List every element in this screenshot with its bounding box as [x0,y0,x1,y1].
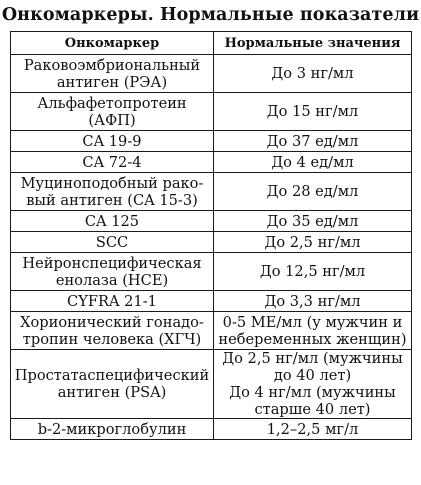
marker-cell [11,93,214,131]
value-cell [214,350,412,419]
marker-name-line: енолаза (НСЕ) [55,271,169,289]
marker-name-line: (АФП) [88,111,136,129]
value-cell [214,55,412,93]
marker-cell [11,173,214,211]
value-cell [214,419,412,440]
table-row [11,291,412,312]
value-cell [214,152,412,173]
marker-name-line: b-2-микроглобулин [37,420,187,438]
marker-name-line: CA 72-4 [82,153,142,171]
normal-value-line: До 12,5 нг/мл [259,263,366,280]
marker-name-line: CA 19-9 [82,132,142,150]
table-row [11,211,412,232]
normal-value-line: До 28 ед/мл [266,183,359,200]
marker-name-line: тропин человека (ХГЧ) [22,330,202,348]
marker-name-line: SCC [95,233,129,251]
normal-value-line: до 40 лет) [273,367,352,384]
marker-cell [11,131,214,152]
table-row [11,253,412,291]
table-row [11,131,412,152]
marker-cell [11,211,214,232]
marker-name-line: Альфафетопротеин [37,94,187,112]
normal-value-line: До 2,5 нг/мл [264,233,361,251]
marker-name-line: антиген (PSA) [57,384,167,401]
normal-value-line: До 35 ед/мл [266,212,359,230]
marker-cell [11,232,214,253]
table-row [11,312,412,350]
marker-name-line: Раковоэмбриональный [23,56,201,74]
table-row [11,419,412,440]
normal-value-line: До 4 ед/мл [271,153,354,171]
table-row [11,152,412,173]
normal-value-line: старше 40 лет) [254,401,371,418]
normal-value-line: 0-5 МЕ/мл (у мужчин и [222,313,403,331]
marker-cell [11,312,214,350]
value-cell [214,291,412,312]
value-cell [214,312,412,350]
marker-name-line: Простатаспецифический [14,367,210,384]
table-header-row [11,32,412,55]
table-row [11,350,412,419]
value-cell [214,93,412,131]
marker-name-line: Муциноподобный рако- [20,174,204,192]
table-row [11,55,412,93]
normal-value-line: До 37 ед/мл [266,132,359,150]
marker-cell [11,152,214,173]
marker-name-line: вый антиген (CA 15-3) [26,191,198,209]
marker-cell [11,350,214,419]
normal-value-line: 1,2–2,5 мг/л [266,420,359,438]
tumor-markers-table [10,31,412,440]
marker-name-line: CA 125 [84,212,140,230]
column-header-marker: Онкомаркер [11,32,214,55]
table-row [11,232,412,253]
normal-value-line: небеременных женщин) [218,330,407,348]
normal-value-line: До 2,5 нг/мл (мужчины [222,350,403,367]
marker-cell [11,55,214,93]
value-cell [214,131,412,152]
page-title: Онкомаркеры. Нормальные показатели [1,5,420,25]
marker-cell [11,419,214,440]
marker-cell [11,253,214,291]
normal-value-line: До 15 нг/мл [266,103,359,120]
marker-name-line: антиген (РЭА) [56,73,168,91]
normal-value-line: До 3,3 нг/мл [264,292,361,310]
value-cell [214,173,412,211]
value-cell [214,253,412,291]
table-row [11,93,412,131]
value-cell [214,211,412,232]
marker-name-line: CYFRA 21-1 [67,292,157,310]
marker-cell [11,291,214,312]
table-body [11,55,412,440]
column-header-normal-values: Нормальные значения [214,32,412,55]
marker-name-line: Нейронспецифическая [22,254,202,272]
table-row [11,173,412,211]
marker-name-line: Хорионический гонадо- [20,313,204,331]
normal-value-line: До 3 нг/мл [271,65,354,82]
normal-value-line: До 4 нг/мл (мужчины [229,384,396,401]
value-cell [214,232,412,253]
